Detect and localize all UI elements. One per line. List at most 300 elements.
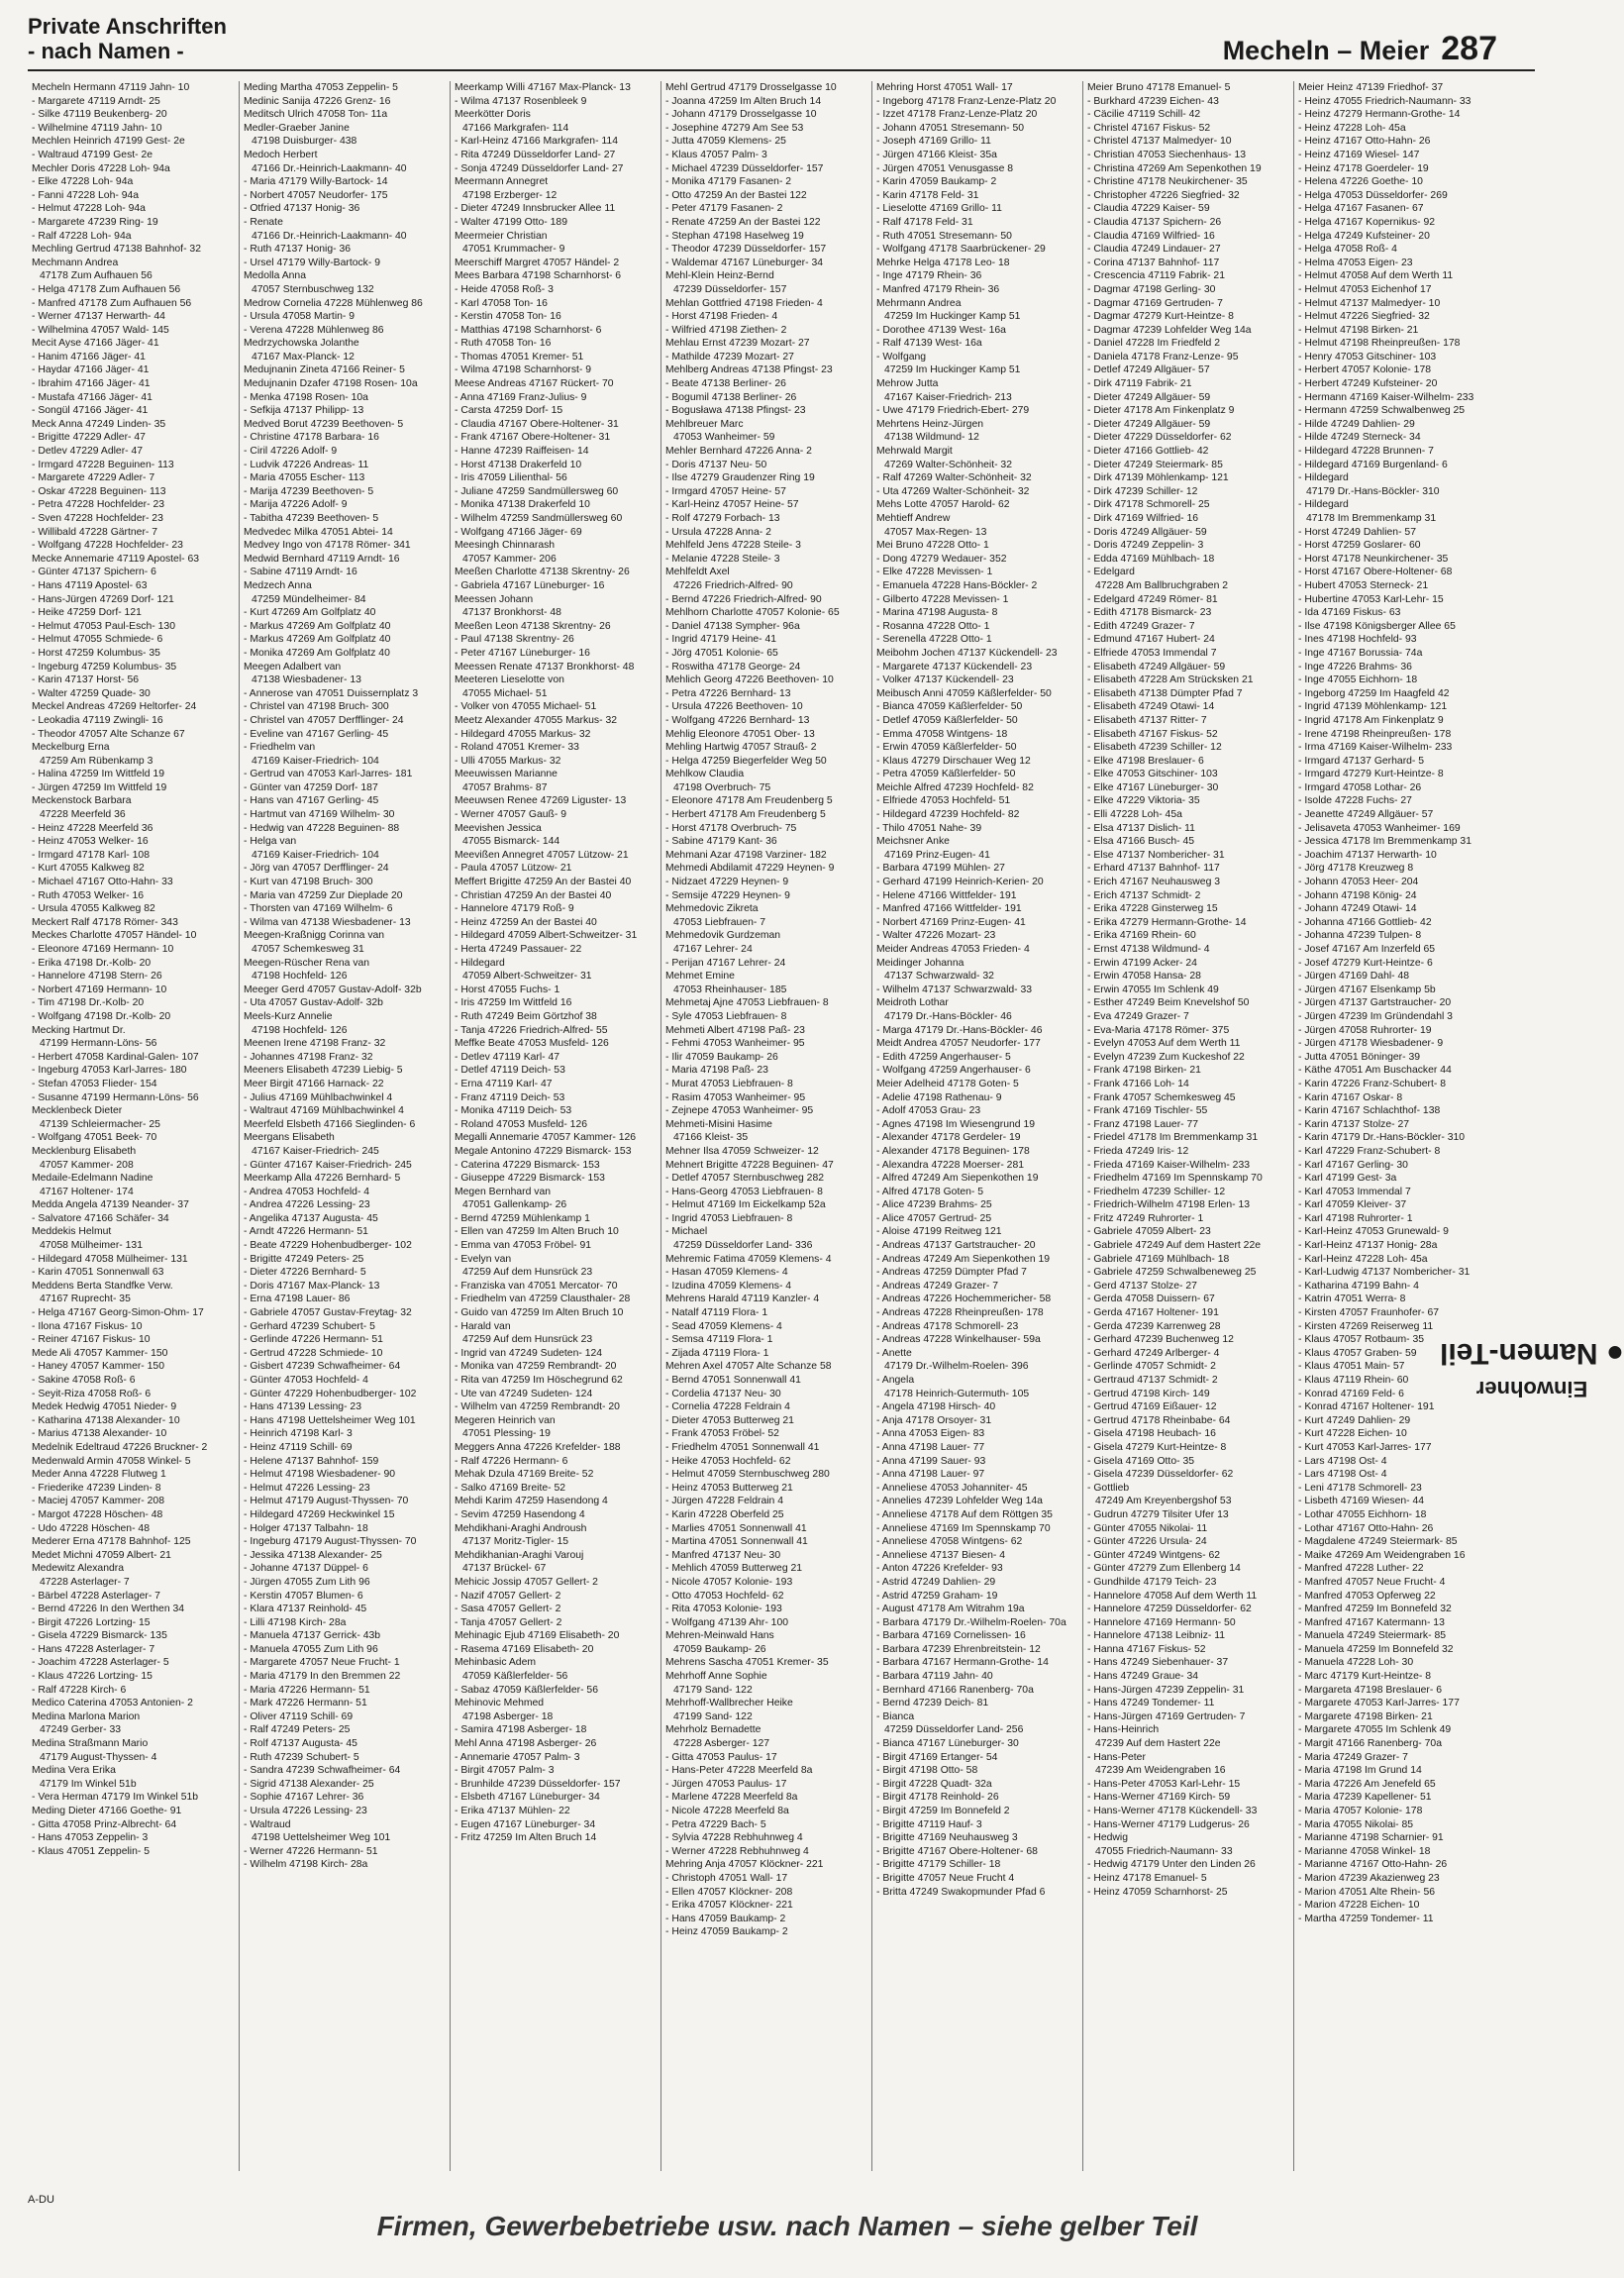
directory-entry: - Haydar 47166 Jäger- 41 — [32, 364, 150, 376]
directory-entry: - Frank 47167 Obere-Holtener- 31 — [455, 432, 611, 444]
directory-entry: - Hans-Werner 47169 Kirch- 59 — [1087, 1792, 1231, 1804]
directory-entry: - August 47178 Am Witrahm 19a — [876, 1604, 1025, 1615]
directory-entry: - Franz 47119 Deich- 53 — [455, 1091, 565, 1103]
directory-entry: 47053 Liebfrauen- 7 — [673, 916, 766, 928]
directory-entry: Medzech Anna — [244, 579, 312, 591]
directory-entry: - Birgit 47228 Quadt- 32a — [876, 1778, 992, 1790]
directory-entry: - Paula 47057 Lützow- 21 — [455, 863, 572, 875]
directory-entry: Meetz Alexander 47055 Markus- 32 — [455, 714, 618, 726]
directory-entry: - Hans-Werner 47179 Ludgerus- 26 — [1087, 1818, 1250, 1830]
directory-entry: - Helmut 47053 Paul-Esch- 130 — [32, 620, 175, 632]
directory-entry: - Günter 47137 Spichern- 6 — [32, 567, 156, 578]
directory-entry: - Daniel 47228 Im Friedfeld 2 — [1087, 338, 1220, 350]
directory-entry: - Johann 47249 Otawi- 14 — [1298, 903, 1417, 915]
directory-entry: - Isolde 47228 Fuchs- 27 — [1298, 795, 1412, 807]
directory-entry: - Anneliese 47178 Auf dem Röttgen 35 — [876, 1508, 1053, 1520]
directory-entry: - Angela 47198 Hirsch- 40 — [876, 1401, 996, 1413]
directory-entry: - Anna 47198 Lauer- 77 — [876, 1441, 985, 1453]
directory-entry: - Marion 47051 Alte Rhein- 56 — [1298, 1886, 1436, 1898]
directory-entry: - Klaus 47057 Rotbaum- 35 — [1298, 1334, 1425, 1346]
directory-entry: - Ingeborg 47178 Franz-Lenze-Platz 20 — [876, 95, 1057, 107]
directory-entry: Meier Bruno 47178 Emanuel- 5 — [1087, 82, 1231, 93]
directory-entry: - Dagmar 47198 Gerling- 30 — [1087, 283, 1216, 295]
directory-entry: - Salvatore 47166 Schäfer- 34 — [32, 1212, 169, 1224]
directory-entry: - Karl-Ludwig 47137 Nombericher- 31 — [1298, 1267, 1471, 1279]
directory-entry: - Wilhelm 47137 Schwarzwald- 33 — [876, 984, 1033, 995]
directory-entry: - Alfred 47249 Am Siepenkothen 19 — [876, 1173, 1039, 1185]
directory-entry: - Irmgard 47137 Gerhard- 5 — [1298, 755, 1425, 767]
directory-entry: Mehrmann Andrea — [876, 297, 962, 309]
directory-entry: - Wilma van 47138 Wiesbadener- 13 — [244, 916, 411, 928]
directory-entry: - Helmut 47169 Im Eickelkamp 52a — [665, 1199, 826, 1211]
directory-entry: Mehmedovic Zikreta — [665, 903, 759, 915]
directory-entry: Medrzychowska Jolanthe — [244, 338, 359, 350]
directory-entry: - Klaus 47119 Rhein- 60 — [1298, 1375, 1409, 1386]
directory-entry: Meder Anna 47228 Flutweg 1 — [32, 1469, 166, 1481]
directory-entry: - Elsbeth 47167 Lüneburger- 34 — [455, 1792, 600, 1804]
directory-entry: - Lieselotte 47169 Grillo- 11 — [876, 203, 1002, 215]
directory-entry: - Alexander 47178 Beguinen- 178 — [876, 1145, 1030, 1157]
directory-entry: - Ulli 47055 Markus- 32 — [455, 755, 561, 767]
directory-entry: - Karl-Heinz 47053 Grunewald- 9 — [1298, 1226, 1449, 1238]
directory-entry: Mehling Hartwig 47057 Strauß- 2 — [665, 742, 817, 754]
directory-entry: - Dirk 47139 Möhlenkamp- 121 — [1087, 472, 1229, 484]
directory-entry: - Mustafa 47166 Jäger- 41 — [32, 391, 152, 403]
directory-entry: - Gundhilde 47179 Teich- 23 — [1087, 1576, 1217, 1588]
directory-entry: - Christine 47178 Barbara- 16 — [244, 432, 379, 444]
directory-entry: - Hildegard — [455, 957, 505, 969]
directory-entry: Meding Martha 47053 Zeppelin- 5 — [244, 82, 398, 93]
directory-entry: - Harald van — [455, 1320, 511, 1332]
directory-entry: - Eugen 47167 Lüneburger- 34 — [455, 1818, 596, 1830]
directory-entry: - Rita 47053 Kolonie- 193 — [665, 1604, 782, 1615]
directory-entry: - Kurt 47055 Kalkweg 82 — [32, 863, 145, 875]
directory-entry: - Maria van 47259 Zur Dieplade 20 — [244, 889, 403, 901]
directory-entry: Meeuwsen Renee 47269 Liguster- 13 — [455, 795, 627, 807]
directory-entry: - Marc 47179 Kurt-Heintze- 8 — [1298, 1671, 1431, 1683]
directory-entry: - Else 47137 Nombericher- 31 — [1087, 849, 1225, 861]
directory-entry: 47139 Schleiermacher- 25 — [40, 1118, 160, 1130]
directory-entry: - Margot 47228 Höschen- 48 — [32, 1508, 163, 1520]
directory-entry: 47179 Dr.-Hans-Böckler- 310 — [1306, 485, 1440, 497]
directory-entry: - Jeanette 47249 Allgäuer- 57 — [1298, 809, 1434, 821]
directory-entry: Mehrtens Heinz-Jürgen — [876, 418, 983, 430]
directory-entry: Meegen-Kraßnigg Corinna van — [244, 930, 385, 942]
directory-entry: - Dieter 47166 Gottlieb- 42 — [1087, 446, 1209, 458]
directory-entry: - Sophie 47167 Lehrer- 36 — [244, 1792, 364, 1804]
directory-entry: - Gudrun 47279 Tilsiter Ufer 13 — [1087, 1508, 1229, 1520]
directory-entry: - Dirk 47239 Schiller- 12 — [1087, 485, 1198, 497]
directory-entry: - Erwin 47199 Acker- 24 — [1087, 957, 1197, 969]
directory-entry: - Ralf 47269 Walter-Schönheit- 32 — [876, 472, 1032, 484]
page-number: 287 — [1441, 30, 1497, 67]
directory-entry: - Gerlinde 47226 Hermann- 51 — [244, 1334, 383, 1346]
directory-entry: - Annemarie 47057 Palm- 3 — [455, 1751, 580, 1763]
directory-entry: - Anna 47169 Franz-Julius- 9 — [455, 391, 587, 403]
directory-entry: - Helmut 47053 Eichenhof 17 — [1298, 283, 1432, 295]
directory-entry: - Maria 47055 Escher- 113 — [244, 472, 365, 484]
directory-entry: - Emanuela 47228 Hans-Böckler- 2 — [876, 579, 1038, 591]
directory-entry: - Ralf 47226 Hermann- 6 — [455, 1455, 568, 1467]
directory-entry: - Heinz 47228 Loh- 45a — [1298, 122, 1406, 134]
directory-entry: 47198 Overbruch- 75 — [673, 781, 771, 793]
directory-entry: 47169 Kaiser-Friedrich- 104 — [252, 755, 379, 767]
directory-entry: - Eva-Maria 47178 Römer- 375 — [1087, 1024, 1230, 1036]
directory-entry: 47138 Wiesbadener- 13 — [252, 674, 361, 686]
directory-entry: - Kerstin 47058 Ton- 16 — [455, 311, 561, 323]
directory-entry: - Christina 47269 Am Sepenkothen 19 — [1087, 162, 1262, 174]
directory-entry: - Hans 47249 Siebenhauer- 37 — [1087, 1657, 1229, 1669]
directory-entry: Meerkamp Willi 47167 Max-Planck- 13 — [455, 82, 631, 93]
directory-entry: - Herta 47249 Passauer- 22 — [455, 944, 582, 955]
directory-entry: - Waltraud 47199 Gest- 2e — [32, 149, 153, 160]
directory-entry: - Gertraud 47137 Schmidt- 2 — [1087, 1375, 1218, 1386]
directory-entry: Mehnert Brigitte 47228 Beguinen- 47 — [665, 1159, 834, 1171]
directory-entry: - Petra 47059 Käßlerfelder- 50 — [876, 769, 1016, 780]
directory-entry: - Dieter 47229 Düsseldorfer- 62 — [1087, 432, 1232, 444]
directory-entry: - Heide 47058 Roß- 3 — [455, 283, 554, 295]
directory-entry: - Günter 47279 Zum Ellenberg 14 — [1087, 1563, 1241, 1575]
directory-entry: - Marija 47226 Adolf- 9 — [244, 499, 348, 511]
directory-entry: - Hedwig — [1087, 1832, 1128, 1844]
directory-entry: - Ingrid 47179 Heine- 41 — [665, 634, 777, 646]
directory-entry: - Marion 47239 Akazienweg 23 — [1298, 1872, 1440, 1884]
directory-entry: - Klaus 47051 Zeppelin- 5 — [32, 1845, 150, 1857]
directory-entry: - Anna 47199 Sauer- 93 — [876, 1455, 986, 1467]
directory-entry: - Bernd 47259 Mühlenkamp 1 — [455, 1212, 590, 1224]
directory-entry: - Kurt 47269 Am Golfplatz 40 — [244, 607, 376, 619]
directory-entry: - Elisabeth 47167 Fiskus- 52 — [1087, 728, 1218, 740]
directory-entry: - Herbert 47058 Kardinal-Galen- 107 — [32, 1051, 199, 1063]
directory-entry: Meessen Johann — [455, 593, 534, 605]
directory-entry: - Marga 47179 Dr.-Hans-Böckler- 46 — [876, 1024, 1043, 1036]
directory-entry: - Heinz 47119 Schill- 69 — [244, 1441, 353, 1453]
directory-entry: Mehdi Karim 47259 Hasendong 4 — [455, 1496, 608, 1507]
directory-entry: - Manfred 47259 Im Bonnefeld 32 — [1298, 1604, 1452, 1615]
directory-entry: - Manuela 47249 Steiermark- 85 — [1298, 1630, 1447, 1642]
directory-entry: - Friedhelm 47239 Schiller- 12 — [1087, 1186, 1226, 1197]
directory-entry: - Karl 47059 Kleiver- 37 — [1298, 1199, 1407, 1211]
directory-entry: - Manfred 47057 Neue Frucht- 4 — [1298, 1576, 1446, 1588]
directory-entry: - Hubertine 47053 Karl-Lehr- 15 — [1298, 593, 1444, 605]
directory-entry: - Menka 47198 Rosen- 10a — [244, 391, 368, 403]
directory-entry: - Mathilde 47239 Mozart- 27 — [665, 351, 794, 362]
directory-entry: - Manfred 47178 Zum Aufhauen 56 — [32, 297, 192, 309]
directory-entry: - Karl-Heinz 47137 Honig- 28a — [1298, 1240, 1438, 1252]
directory-entry: Meevißen Annegret 47057 Lützow- 21 — [455, 849, 629, 861]
directory-entry: - Johanna 47166 Gottlieb- 42 — [1298, 916, 1432, 928]
directory-entry: Meeteren Lieselotte von — [455, 674, 564, 686]
directory-entry: - Birgit 47057 Palm- 3 — [455, 1765, 555, 1777]
header-title-line1: Private Anschriften — [28, 14, 227, 39]
directory-entry: - Frank 47053 Fröbel- 52 — [665, 1428, 779, 1440]
directory-entry: - Rosanna 47228 Otto- 1 — [876, 620, 990, 632]
directory-entry: - Volker von 47055 Michael- 51 — [455, 701, 597, 713]
directory-entry: - Hildegard 47239 Hochfeld- 82 — [876, 809, 1020, 821]
directory-entry: - Kurt 47228 Eichen- 10 — [1298, 1428, 1407, 1440]
directory-entry: 47057 Kammer- 206 — [462, 553, 557, 565]
directory-entry: - Heinz 47053 Butterweg 21 — [665, 1482, 793, 1494]
directory-entry: - Jürgen 47058 Ruhrorter- 19 — [1298, 1024, 1432, 1036]
directory-entry: Meels-Kurz Annelie — [244, 1010, 333, 1022]
directory-entry: - Ralf 47139 West- 16a — [876, 338, 982, 350]
directory-entry: - Hannelore 47138 Leibniz- 11 — [1087, 1630, 1226, 1642]
directory-entry: Medek Hedwig 47051 Nieder- 9 — [32, 1401, 177, 1413]
directory-entry: - Wolfgang — [876, 351, 927, 362]
directory-entry: - Hildegard 47059 Albert-Schweitzer- 31 — [455, 930, 638, 942]
directory-entry: - Serenella 47228 Otto- 1 — [876, 634, 992, 646]
directory-entry: - Erika 47279 Hermann-Grothe- 14 — [1087, 916, 1247, 928]
directory-entry: - Dieter 47249 Innsbrucker Allee 11 — [455, 203, 616, 215]
directory-entry: - Elisabeth 47138 Dümpter Pfad 7 — [1087, 687, 1243, 699]
directory-entry: - Gabriele 47057 Gustav-Freytag- 32 — [244, 1307, 412, 1319]
directory-entry: - Manfred 47137 Neu- 30 — [665, 1549, 781, 1561]
directory-entry: - Oskar 47228 Beguinen- 113 — [32, 485, 166, 497]
directory-entry: - Ilse 47198 Königsberger Allee 65 — [1298, 620, 1456, 632]
directory-entry: Meddekis Helmut — [32, 1226, 112, 1238]
directory-entry: - Wolfgang 47178 Saarbrückener- 29 — [876, 244, 1046, 256]
directory-entry: - Rasim 47053 Wanheimer- 95 — [665, 1091, 806, 1103]
directory-entry: Mehler Bernhard 47226 Anna- 2 — [665, 446, 812, 458]
directory-entry: - Maria 47198 Paß- 23 — [665, 1065, 768, 1077]
directory-entry: 47057 Brahms- 87 — [462, 781, 548, 793]
directory-entry: Megale Antonino 47229 Bismarck- 153 — [455, 1145, 632, 1157]
section-tab-small: Einwohner — [1475, 1377, 1588, 1401]
directory-entry: - Johann 47053 Heer- 204 — [1298, 877, 1419, 888]
directory-entry: - Hildegard 47055 Markus- 32 — [455, 728, 591, 740]
directory-entry: 47259 Auf dem Hunsrück 23 — [462, 1267, 593, 1279]
directory-entry: - Wolfgang 47139 Ahr- 100 — [665, 1616, 789, 1628]
directory-entry: - Birgit 47178 Reinhold- 26 — [876, 1792, 999, 1804]
directory-entry: - Wolfgang 47198 Dr.-Kolb- 20 — [32, 1010, 171, 1022]
directory-entry: - Elisabeth 47239 Schiller- 12 — [1087, 742, 1222, 754]
directory-entry: - Beate 47229 Hohenbudberger- 102 — [244, 1240, 412, 1252]
directory-entry: - Silke 47119 Beukenberg- 20 — [32, 109, 167, 121]
directory-entry: 47169 Prinz-Eugen- 41 — [884, 849, 990, 861]
directory-entry: Medewitz Alexandra — [32, 1563, 124, 1575]
directory-entry: Meidt Andrea 47057 Neudorfer- 177 — [876, 1038, 1041, 1050]
directory-entry: 47053 Rheinhauser- 185 — [673, 984, 787, 995]
directory-entry: - Helene 47137 Bahnhof- 159 — [244, 1455, 379, 1467]
directory-entry: - Wilhelm van 47259 Rembrandt- 20 — [455, 1401, 620, 1413]
directory-entry: - Rasema 47169 Elisabeth- 20 — [455, 1643, 594, 1655]
directory-entry: - Klaus 47057 Palm- 3 — [665, 149, 767, 160]
directory-entry: - Syle 47053 Liebfrauen- 8 — [665, 1010, 787, 1022]
directory-entry: 47259 Im Huckinger Kamp 51 — [884, 311, 1021, 323]
directory-entry: Medujnanin Zineta 47166 Reiner- 5 — [244, 364, 405, 376]
directory-entry: - Andreas 47137 Gartstraucher- 20 — [876, 1240, 1036, 1252]
directory-entry: Meermann Annegret — [455, 176, 549, 188]
directory-entry: - Helga 47058 Roß- 4 — [1298, 244, 1397, 256]
directory-entry: - Zejnepe 47053 Wanheimer- 95 — [665, 1105, 814, 1117]
directory-entry: - Iris 47059 Lilienthal- 56 — [455, 472, 567, 484]
directory-entry: - Sven 47228 Hochfelder- 23 — [32, 513, 163, 524]
directory-entry: - Sasa 47057 Gellert- 2 — [455, 1604, 561, 1615]
directory-entry: - Johann 47198 König- 24 — [1298, 889, 1417, 901]
directory-entry: - Waldemar 47167 Lüneburger- 34 — [665, 257, 824, 268]
directory-entry: - Horst 47259 Goslarer- 60 — [1298, 540, 1421, 552]
directory-entry: - Sylvia 47228 Rebhuhnweg 4 — [665, 1832, 803, 1844]
directory-entry: - Gilberto 47228 Mevissen- 1 — [876, 593, 1009, 605]
directory-entry: - Nicole 47057 Kolonie- 193 — [665, 1576, 793, 1588]
directory-entry: - Maria 47179 In den Bremmen 22 — [244, 1671, 401, 1683]
directory-entry: - Birgit 47169 Ertanger- 54 — [876, 1751, 998, 1763]
directory-entry: - Elsa 47137 Dislich- 11 — [1087, 822, 1195, 834]
directory-entry: - Frieda 47249 Iris- 12 — [1087, 1145, 1189, 1157]
directory-entry: - Ingrid van 47249 Sudeten- 124 — [455, 1347, 603, 1359]
directory-entry: 47259 Düsseldorfer Land- 256 — [884, 1724, 1024, 1736]
directory-entry: 47057 Sternbuschweg 132 — [252, 283, 374, 295]
directory-entry: - Gitta 47053 Paulus- 17 — [665, 1751, 777, 1763]
directory-entry: - Vera Herman 47179 Im Winkel 51b — [32, 1792, 199, 1804]
directory-entry: - Sabine 47179 Kant- 36 — [665, 836, 777, 848]
directory-entry: - Evelyn 47053 Auf dem Werth 11 — [1087, 1038, 1241, 1050]
directory-entry: - Hanna 47167 Fiskus- 52 — [1087, 1643, 1206, 1655]
directory-entry: - Andreas 47228 Rheinpreußen- 178 — [876, 1307, 1044, 1319]
directory-entry: 47226 Friedrich-Alfred- 90 — [673, 579, 793, 591]
directory-entry: - Cordelia 47137 Neu- 30 — [665, 1388, 781, 1399]
directory-entry: - Melanie 47228 Steile- 3 — [665, 553, 780, 565]
directory-entry: 47055 Bismarck- 144 — [462, 836, 560, 848]
directory-entry: - Heike 47053 Hochfeld- 62 — [665, 1455, 791, 1467]
directory-entry: - Halina 47259 Im Wittfeld 19 — [32, 769, 164, 780]
directory-entry: Meckes Charlotte 47057 Händel- 10 — [32, 930, 197, 942]
directory-entry: - Klara 47137 Reinhold- 45 — [244, 1604, 367, 1615]
directory-entry: Meegen-Rüscher Rena van — [244, 957, 370, 969]
directory-entry: - Roland 47053 Musfeld- 126 — [455, 1118, 588, 1130]
directory-entry: - Esther 47249 Beim Knevelshof 50 — [1087, 997, 1250, 1009]
directory-entry: - Brigitte 47119 Hauf- 3 — [876, 1818, 982, 1830]
directory-entry: 47178 Im Bremmenkamp 31 — [1306, 513, 1437, 524]
directory-entry: - Karl 47053 Immendal 7 — [1298, 1186, 1411, 1197]
directory-entry: Mehlich Georg 47226 Beethoven- 10 — [665, 674, 834, 686]
directory-entry: - Angela — [876, 1375, 915, 1386]
directory-entry: - Johanna 47239 Tulpen- 8 — [1298, 930, 1422, 942]
directory-entry: Meddens Berta Standfke Verw. — [32, 1280, 173, 1292]
directory-entry: - Helmut 47226 Siegfried- 32 — [1298, 311, 1430, 323]
directory-entry: - Nazif 47057 Gellert- 2 — [455, 1590, 561, 1602]
directory-entry: - Sevim 47259 Hasendong 4 — [455, 1508, 585, 1520]
directory-entry: - Karl 47198 Ruhrorter- 1 — [1298, 1212, 1413, 1224]
directory-entry: - Salko 47169 Breite- 52 — [455, 1482, 566, 1494]
directory-entry: - Brunhilde 47239 Düsseldorfer- 157 — [455, 1778, 621, 1790]
directory-entry: - Claudia 47249 Lindauer- 27 — [1087, 244, 1221, 256]
directory-entry: - Ingrid 47053 Liebfrauen- 8 — [665, 1212, 793, 1224]
directory-entry: Medwid Bernhard 47119 Arndt- 16 — [244, 553, 400, 565]
directory-entry: - Anneliese 47053 Johanniter- 45 — [876, 1482, 1028, 1494]
directory-entry: 47166 Dr.-Heinrich-Laakmann- 40 — [252, 162, 407, 174]
directory-entry: 47179 August-Thyssen- 4 — [40, 1751, 157, 1763]
directory-entry: Medved Borut 47239 Beethoven- 5 — [244, 418, 404, 430]
directory-entry: 47057 Max-Regen- 13 — [884, 526, 987, 538]
directory-entry: - Anneliese 47058 Wintgens- 62 — [876, 1536, 1023, 1548]
directory-entry: - Nidzaet 47229 Heynen- 9 — [665, 877, 789, 888]
directory-entry: - Juliane 47259 Sandmüllersweg 60 — [455, 485, 619, 497]
directory-entry: - Heinz 47169 Wiesel- 147 — [1298, 149, 1420, 160]
directory-entry: - Ruth 47051 Stresemann- 50 — [876, 230, 1012, 242]
directory-entry: - Helmut 47198 Birken- 21 — [1298, 324, 1419, 336]
directory-entry: Medler-Graeber Janine — [244, 122, 350, 134]
directory-entry: - Andrea 47226 Lessing- 23 — [244, 1199, 370, 1211]
directory-entry: 47179 Im Winkel 51b — [40, 1778, 137, 1790]
header-name-range: Mecheln – Meier — [1222, 36, 1430, 65]
directory-entry: - Leni 47178 Schmorell- 23 — [1298, 1482, 1422, 1494]
directory-entry: 47051 Plessing- 19 — [462, 1428, 551, 1440]
directory-entry: - Hans-Peter 47053 Karl-Lehr- 15 — [1087, 1778, 1241, 1790]
directory-entry: - Käthe 47051 Am Buschacker 44 — [1298, 1065, 1452, 1077]
directory-entry: 47167 Ruprecht- 35 — [40, 1294, 131, 1305]
directory-entry: - Ellen 47057 Klöckner- 208 — [665, 1886, 793, 1898]
directory-entry: 47259 Mündelheimer- 84 — [252, 593, 366, 605]
directory-entry: - Joanna 47259 Im Alten Bruch 14 — [665, 95, 822, 107]
directory-entry: Meier Adelheid 47178 Goten- 5 — [876, 1078, 1019, 1089]
directory-entry: - Christel van 47057 Derfflinger- 24 — [244, 714, 404, 726]
directory-entry: - Jutta 47051 Böninger- 39 — [1298, 1051, 1421, 1063]
directory-entry: - Astrid 47249 Dahlien- 29 — [876, 1576, 996, 1588]
directory-entry: - Klaus 47279 Dirschauer Weg 12 — [876, 755, 1031, 767]
directory-entry: - Hannelore 47179 Roß- 9 — [455, 903, 574, 915]
directory-entry: - Marlies 47051 Sonnenwall 41 — [665, 1522, 807, 1534]
directory-entry: - Ludvik 47226 Andreas- 11 — [244, 459, 369, 470]
directory-entry: - Ruth 47058 Ton- 16 — [455, 338, 552, 350]
directory-entry: - Caterina 47229 Bismarck- 153 — [455, 1159, 600, 1171]
directory-entry: - Gisela 47169 Otto- 35 — [1087, 1455, 1195, 1467]
directory-entry: - Hanim 47166 Jäger- 41 — [32, 351, 146, 362]
directory-entry: - Erika 47228 Ginsterweg 15 — [1087, 903, 1218, 915]
directory-entry: - Wolfgang 47228 Hochfelder- 23 — [32, 540, 183, 552]
directory-entry: - Karl-Heinz 47228 Loh- 45a — [1298, 1253, 1428, 1265]
directory-entry: - Bernd 47226 Friedrich-Alfred- 90 — [665, 593, 822, 605]
directory-entry: 47178 Heinrich-Gutermuth- 105 — [884, 1388, 1030, 1399]
directory-entry: - Barbara 47167 Hermann-Grothe- 14 — [876, 1657, 1049, 1669]
directory-entry: - Heinz 47053 Welker- 16 — [32, 836, 149, 848]
directory-entry: - Hedwig van 47228 Beguinen- 88 — [244, 822, 400, 834]
directory-entry: - Hannelore 47169 Hermann- 50 — [1087, 1616, 1236, 1628]
directory-entry: - Karin 47178 Feld- 31 — [876, 189, 979, 201]
directory-entry: - Waltraud — [244, 1818, 291, 1830]
directory-entry: - Klaus 47226 Lortzing- 15 — [32, 1671, 152, 1683]
directory-entry: - Frank 47057 Schemkesweg 45 — [1087, 1091, 1236, 1103]
directory-entry: - Erika 47137 Mühlen- 22 — [455, 1806, 570, 1816]
directory-entry: - Andrea 47053 Hochfeld- 4 — [244, 1186, 370, 1197]
directory-entry: - Helga van — [244, 836, 297, 848]
directory-entry: - Andreas 47178 Schmorell- 23 — [876, 1320, 1019, 1332]
directory-entry: - Anneliese 47169 Im Spennskamp 70 — [876, 1522, 1051, 1534]
directory-entry: - Hans 47059 Baukamp- 2 — [665, 1913, 786, 1924]
directory-entry: - Brigitte 47179 Schiller- 18 — [876, 1859, 1001, 1871]
directory-entry: - Rolf 47279 Forbach- 13 — [665, 513, 780, 524]
directory-entry: - Maciej 47057 Kammer- 208 — [32, 1496, 164, 1507]
directory-entry: - Manuela 47055 Zum Lith 96 — [244, 1643, 378, 1655]
directory-entry: Mehren-Meinwald Hans — [665, 1630, 774, 1642]
directory-entry: - Claudia 47229 Kaiser- 59 — [1087, 203, 1210, 215]
header-rule — [28, 69, 1535, 71]
directory-entry: - Wilma 47198 Scharnhorst- 9 — [455, 364, 592, 376]
directory-entry: - Hildegard 47169 Burgenland- 6 — [1298, 459, 1448, 470]
directory-entry: Medrow Cornelia 47228 Mühlenweg 86 — [244, 297, 423, 309]
directory-entry: - Karl 47167 Gerling- 30 — [1298, 1159, 1408, 1171]
directory-entry: - Hans-Jürgen 47169 Gertruden- 7 — [1087, 1710, 1246, 1722]
corner-code: A-DU — [28, 2194, 54, 2206]
directory-entry: - Ruth 47239 Schubert- 5 — [244, 1751, 359, 1763]
directory-entry: - Monika 47119 Deich- 53 — [455, 1105, 572, 1117]
directory-entry: - Andreas 47249 Grazer- 7 — [876, 1280, 999, 1292]
directory-entry: - Semsa 47119 Flora- 1 — [665, 1334, 773, 1346]
directory-entry: - Horst 47178 Neunkirchener- 35 — [1298, 553, 1449, 565]
directory-entry: - Ruth 47137 Honig- 36 — [244, 244, 352, 256]
directory-entry: Mechmann Andrea — [32, 257, 119, 268]
directory-entry: - Elke 47229 Viktoria- 35 — [1087, 795, 1200, 807]
